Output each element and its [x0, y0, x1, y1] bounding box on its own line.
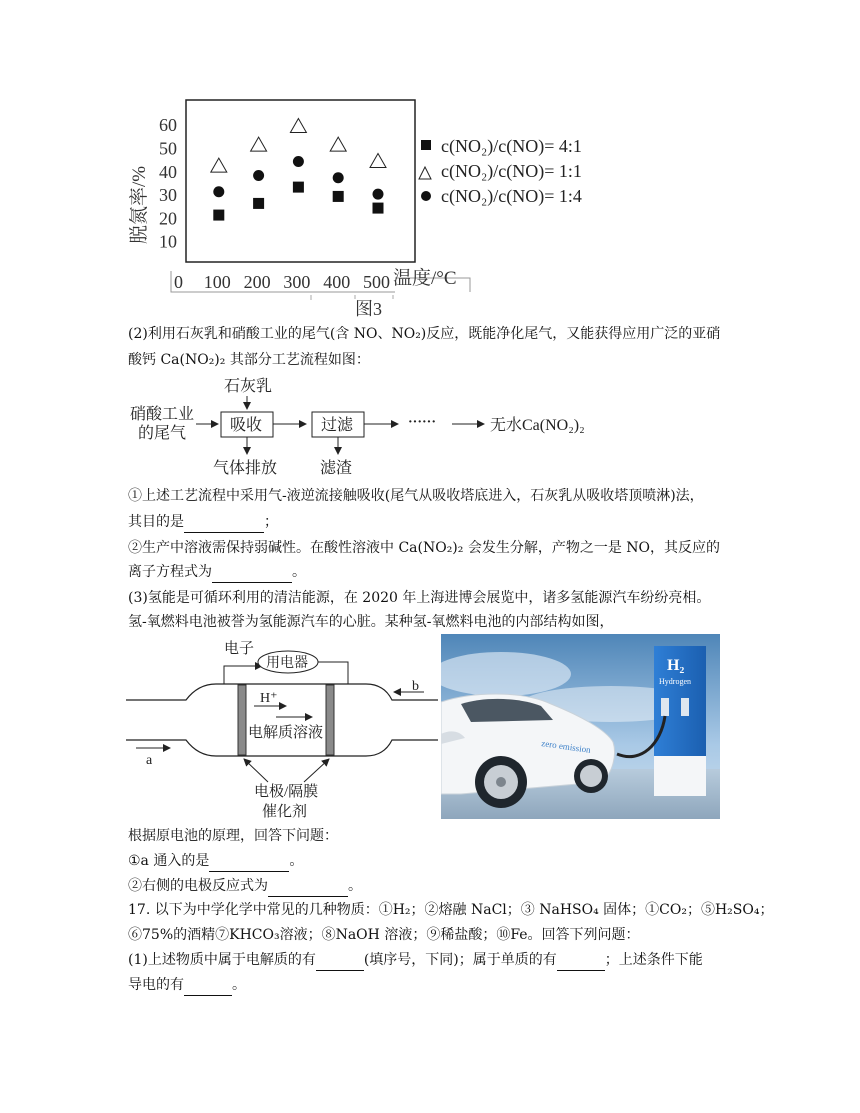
- answer-blank-electrolytes[interactable]: [316, 950, 364, 971]
- y-tick-label: 10: [159, 231, 177, 252]
- q3-b-prompt: ②右侧的电极反应式为: [128, 878, 268, 894]
- left-electrode: [238, 685, 246, 755]
- answer-blank-q2-1[interactable]: [184, 512, 264, 533]
- x-tick-label: 400: [323, 272, 351, 292]
- data-point-triangle: [330, 137, 346, 151]
- y-tick-labels: [159, 115, 177, 252]
- x-tick-label: 300: [283, 272, 311, 292]
- legend-square-marker: [421, 140, 431, 150]
- q3-line2: 氢-氧燃料电池被誉为氢能源汽车的心脏。某种氢-氧燃料电池的内部结构如图，: [128, 614, 614, 630]
- q3-b-period: 。: [348, 878, 362, 894]
- data-point-triangle: [251, 137, 267, 151]
- q17-1-prompt-c: ；上述条件下能: [604, 952, 703, 968]
- data-point-square: [293, 182, 304, 193]
- answer-blank-conductors[interactable]: [184, 975, 232, 996]
- q2-1-prompt: 其目的是: [128, 514, 184, 530]
- external-wire: [224, 666, 262, 684]
- data-point-square: [333, 191, 344, 202]
- q17-1-line2: [128, 975, 246, 996]
- y-tick-label: 60: [159, 115, 177, 136]
- q17-1-period: 。: [232, 977, 246, 993]
- electrode-pointer-right: [304, 759, 329, 782]
- q3-line1: (3)氢能是可循环利用的清洁能源，在 2020 年上海进博会展览中，诸多氢能源汽车纷纷亮相。: [128, 590, 711, 606]
- q3-a-line: [128, 851, 303, 872]
- flow-input-line2: 的尾气: [138, 425, 187, 442]
- legend-series-1: c(NO₂)/c(NO)= 4:1: [441, 136, 582, 156]
- answer-blank-q2-2[interactable]: [212, 562, 292, 583]
- legend-series-2: c(NO₂)/c(NO)= 1:1: [441, 161, 582, 181]
- station-sign-text: Hydrogen: [659, 677, 691, 686]
- data-point-triangle: [370, 153, 386, 167]
- chart-ylabel: 脱氮率/%: [129, 165, 150, 245]
- flow-out-residue: 滤渣: [320, 460, 353, 477]
- flow-ellipsis: ······: [408, 415, 437, 430]
- q3-intro: 根据原电池的原理，回答下问题：: [128, 828, 338, 844]
- x-tick-label: 100: [203, 272, 231, 292]
- data-point-triangle: [290, 119, 306, 133]
- y-tick-label: 50: [159, 138, 177, 159]
- data-markers: [211, 119, 386, 221]
- flow-step-absorb-label: 吸收: [230, 417, 263, 434]
- q17-line1: 17. 以下为中学化学中常见的几种物质：①H₂；②熔融 NaCl；③ NaHSO₄ 固体；①CO₂；⑤H₂SO₄；: [128, 902, 774, 918]
- flow-step-filter-label: 过滤: [321, 417, 354, 434]
- y-tick-label: 40: [159, 161, 177, 182]
- chart-caption: 图3: [355, 299, 382, 319]
- chart-legend: [419, 136, 582, 207]
- right-electrode: [326, 685, 334, 755]
- chart-xlabel: 温度/°C: [393, 268, 457, 289]
- data-point-circle: [253, 170, 264, 181]
- y-tick-label: 30: [159, 185, 177, 206]
- electrode-pointer-left: [244, 759, 268, 782]
- q2-2-line2: [128, 562, 306, 583]
- q2-2-line1: ②生产中溶液需保持弱碱性。在酸性溶液中 Ca(NO₂)₂ 会发生分解，产物之一是 NO，其反应的: [128, 540, 721, 556]
- q2-1-line1: ①上述工艺流程中采用气-液逆流接触吸收(尾气从吸收塔底进入，石灰乳从吸收塔顶喷淋)法，: [128, 488, 704, 504]
- hydrogen-car-photo: [441, 634, 720, 819]
- data-point-triangle: [211, 158, 227, 172]
- q2-1-line2: [128, 512, 278, 533]
- car-side-text: zero emission: [540, 738, 592, 755]
- inlet-a-label: a: [146, 753, 153, 768]
- q17-1-prompt-d: 导电的有: [128, 977, 184, 993]
- legend-triangle-marker: [419, 167, 431, 179]
- data-point-circle: [293, 156, 304, 167]
- q17-1-prompt-a: (1)上述物质中属于电解质的有: [128, 952, 316, 968]
- data-point-circle: [213, 186, 224, 197]
- electron-label: 电子: [224, 641, 255, 657]
- q17-line2: ⑥75%的酒精⑦KHCO₃溶液；⑧NaOH 溶液；⑨稀盐酸；⑩Fe。回答下列问题：: [128, 927, 640, 943]
- electrolyte-label: 电解质溶液: [248, 725, 324, 741]
- answer-blank-q3-a[interactable]: [209, 851, 289, 872]
- q3-a-period: 。: [289, 853, 304, 869]
- q3-a-prompt: ①a 通入的是: [128, 853, 210, 869]
- external-wire-right: [318, 662, 348, 684]
- flow-out-gas: 气体排放: [213, 460, 278, 477]
- flow-top-reagent: 石灰乳: [224, 378, 273, 395]
- inlet-b-label: b: [412, 679, 419, 694]
- x-tick-label: 200: [243, 272, 271, 292]
- q17-1-prompt-b: (填序号，下同)；属于单质的有: [363, 952, 557, 968]
- hydrogen-ion-label: H⁺: [260, 691, 278, 706]
- data-point-circle: [373, 189, 384, 200]
- catalyst-label: 催化剂: [262, 804, 308, 820]
- cell-body: [126, 684, 438, 756]
- flow-product: 无水Ca(NO₂)₂: [490, 417, 585, 434]
- data-point-square: [373, 203, 384, 214]
- denitrification-chart: [125, 95, 615, 325]
- station-h2-sign: H₂: [667, 657, 685, 674]
- x-tick-label: 500: [363, 272, 390, 292]
- fuel-cell-diagram: [126, 636, 438, 826]
- x-tick-labels: [174, 272, 390, 292]
- load-device-label: 用电器: [266, 656, 308, 671]
- legend-series-3: c(NO₂)/c(NO)= 1:4: [441, 186, 582, 206]
- answer-blank-q3-b[interactable]: [268, 876, 348, 897]
- data-point-square: [253, 198, 264, 209]
- q2-1-semicolon: ；: [264, 514, 278, 530]
- answer-blank-elements[interactable]: [557, 950, 605, 971]
- process-flow-diagram: [128, 374, 608, 480]
- q17-1-line1: [128, 950, 703, 971]
- data-point-circle: [333, 172, 344, 183]
- data-point-square: [213, 210, 224, 221]
- x-tick-label: 0: [174, 272, 183, 292]
- q3-b-line: [128, 876, 362, 897]
- y-tick-label: 20: [159, 208, 177, 229]
- flow-input-line1: 硝酸工业: [130, 406, 195, 423]
- q2-2-period: 。: [292, 564, 306, 580]
- legend-circle-marker: [421, 191, 431, 201]
- q2-2-prompt: 离子方程式为: [128, 564, 212, 580]
- q2-line2: 酸钙 Ca(NO₂)₂ 其部分工艺流程如图：: [128, 352, 370, 368]
- electrode-label: 电极/隔膜: [254, 784, 319, 800]
- q2-line1: (2)利用石灰乳和硝酸工业的尾气(含 NO、NO₂)反应，既能净化尾气，又能获得应用广泛的亚硝: [128, 326, 721, 342]
